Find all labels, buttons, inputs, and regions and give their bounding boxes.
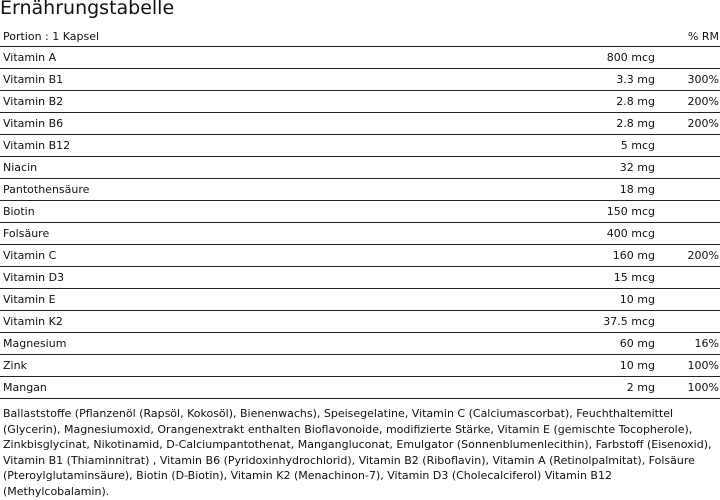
table-row [0, 311, 720, 333]
nutrient-amount: 37.5 mcg [603, 315, 655, 328]
nutrient-name: Folsäure [3, 227, 50, 240]
nutrient-rm: 200% [687, 117, 719, 130]
table-row [0, 91, 720, 113]
nutrient-name: Pantothensäure [3, 183, 90, 196]
nutrient-amount: 2.8 mg [616, 95, 655, 108]
nutrition-table [0, 26, 720, 399]
nutrient-amount: 32 mg [619, 161, 655, 174]
table-row [0, 201, 720, 223]
nutrient-amount: 400 mcg [606, 227, 655, 240]
nutrient-rm: 200% [687, 95, 719, 108]
nutrient-name: Vitamin B12 [3, 139, 71, 152]
ingredients-text: Ballaststoffe (Pflanzenöl (Rapsöl, Kokosöl), Bienenwachs), Speisegelatine, Vitamin C (Calciumascorbat), Feuchthaltemittel (Glycerin), Magnesiumoxid, Orangenextrakt enthalten Bioflavonoide, modifizierte Stärke, Vitamin E (gemischte Tocopherole), Zinkbisglycinat, Nikotinamid, D-Calciumpantothenat, Mangangluconat, Emulgator (Sonnenblumenlecithin), Farbstoff (Eisenoxid), Vitamin B1 (Thiaminnitrat) , Vitamin B6 (Pyridoxinhydrochlorid), Vitamin B2 (Riboflavin), Vitamin A (Retinolpalmitat), Folsäure (Pteroylglutaminsäure), Biotin (D-Biotin), Vitamin K2 (Menachinon-7), Vitamin D3 (Cholecalciferol) Vitamin B12 (Methylcobalamin). [3, 407, 712, 498]
table-body [0, 47, 720, 399]
nutrient-name: Vitamin B6 [3, 117, 64, 130]
nutrient-name: Vitamin K2 [3, 315, 63, 328]
nutrient-name: Vitamin D3 [3, 271, 65, 284]
nutrient-name: Vitamin A [3, 51, 57, 64]
nutrient-amount: 3.3 mg [616, 73, 655, 86]
nutrient-rm: 100% [687, 381, 719, 394]
nutrient-name: Biotin [3, 205, 35, 218]
table-row [0, 47, 720, 69]
table-row [0, 289, 720, 311]
nutrient-name: Vitamin B1 [3, 73, 64, 86]
nutrient-name: Niacin [3, 161, 38, 174]
nutrient-name: Vitamin B2 [3, 95, 64, 108]
table-row [0, 69, 720, 91]
table-row [0, 377, 720, 399]
nutrient-name: Zink [3, 359, 27, 372]
nutrient-amount: 2 mg [626, 381, 655, 394]
nutrient-name: Magnesium [3, 337, 67, 350]
table-row [0, 245, 720, 267]
header-rm: % RM [687, 30, 719, 43]
nutrient-rm: 100% [687, 359, 719, 372]
nutrient-amount: 10 mg [619, 293, 655, 306]
nutrient-rm: 200% [687, 249, 719, 262]
nutrient-name: Vitamin E [3, 293, 56, 306]
nutrient-name: Mangan [3, 381, 47, 394]
nutrient-amount: 10 mg [619, 359, 655, 372]
page-title: Ernährungstabelle [0, 0, 175, 19]
nutrient-amount: 800 mcg [606, 51, 655, 64]
table-row [0, 267, 720, 289]
nutrient-amount: 60 mg [619, 337, 655, 350]
nutrient-amount: 150 mcg [606, 205, 655, 218]
table-row [0, 157, 720, 179]
table-row [0, 223, 720, 245]
nutrient-name: Vitamin C [3, 249, 57, 262]
table-row [0, 355, 720, 377]
nutrient-amount: 2.8 mg [616, 117, 655, 130]
nutrient-rm: 16% [694, 337, 719, 350]
nutrient-rm: 300% [687, 73, 719, 86]
nutrient-amount: 5 mcg [620, 139, 655, 152]
table-row [0, 113, 720, 135]
header-portion: Portion : 1 Kapsel [3, 30, 100, 43]
nutrient-amount: 160 mg [612, 249, 655, 262]
table-row [0, 333, 720, 355]
table-row [0, 179, 720, 201]
table-row [0, 135, 720, 157]
nutrient-amount: 18 mg [619, 183, 655, 196]
table-header-row [0, 26, 720, 47]
nutrient-amount: 15 mcg [613, 271, 655, 284]
